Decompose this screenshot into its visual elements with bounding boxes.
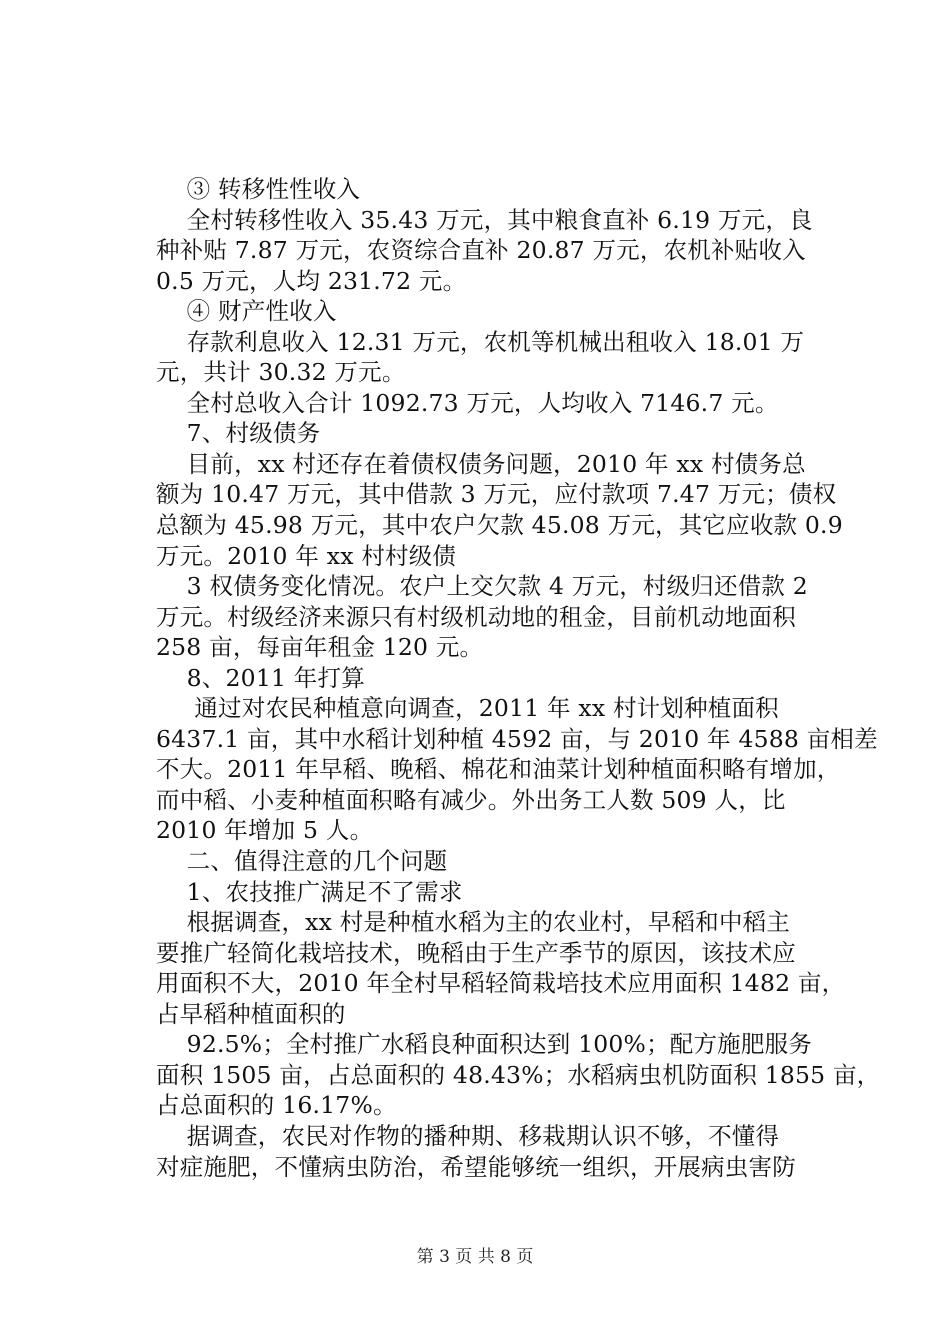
text-line: 对症施肥，不懂病虫防治，希望能够统一组织，开展病虫害防 [156, 1152, 796, 1181]
text-line: 占总面积的 16.17%。 [156, 1091, 397, 1120]
text-line: 元，共计 30.32 万元。 [156, 358, 406, 387]
text-line: 目前，xx 村还存在着债权债务问题，2010 年 xx 村债务总 [156, 449, 806, 478]
text-line: 而中稻、小麦种植面积略有减少。外出务工人数 509 人，比 [156, 785, 786, 814]
text-line: 要推广轻简化栽培技术，晚稻由于生产季节的原因，该技术应 [156, 938, 796, 967]
text-line: 面积 1505 亩，占总面积的 48.43%；水稻病虫机防面积 1855 亩， [156, 1060, 881, 1089]
text-line: ④ 财产性收入 [156, 297, 337, 326]
page-footer: 第 3 页 共 8 页 [416, 1247, 534, 1267]
text-line: 不大。2011 年早稻、晚稻、棉花和油菜计划种植面积略有增加， [156, 755, 841, 784]
text-line: 1、农技推广满足不了需求 [156, 877, 463, 906]
text-line: 根据调查，xx 村是种植水稻为主的农业村，早稻和中稻主 [156, 908, 791, 937]
text-line: 2010 年增加 5 人。 [156, 816, 374, 845]
document-body [156, 174, 881, 1182]
text-line: 二、值得注意的几个问题 [156, 847, 448, 876]
text-line: 8、2011 年打算 [156, 663, 365, 692]
text-line: ③ 转移性性收入 [156, 175, 361, 203]
text-line: 258 亩，每亩年租金 120 元。 [156, 633, 484, 662]
text-line: 存款利息收入 12.31 万元，农机等机械出租收入 18.01 万 [156, 327, 805, 356]
text-line: 占早稻种植面积的 [156, 999, 346, 1028]
text-line: 据调查，农民对作物的播种期、移栽期认识不够，不懂得 [156, 1121, 780, 1150]
text-line: 万元。村级经济来源只有村级机动地的租金，目前机动地面积 [156, 602, 796, 631]
text-line: 额为 10.47 万元，其中借款 3 万元，应付款项 7.47 万元；债权 [156, 480, 837, 509]
text-line: 种补贴 7.87 万元，农资综合直补 20.87 万元，农机补贴收入 [156, 236, 806, 265]
text-line: 万元。2010 年 xx 村村级债 [156, 541, 457, 570]
text-line: 全村转移性收入 35.43 万元，其中粮食直补 6.19 万元，良 [156, 205, 813, 234]
text-line: 全村总收入合计 1092.73 万元，人均收入 7146.7 元。 [156, 388, 779, 417]
text-line: 92.5%；全村推广水稻良种面积达到 100%；配方施肥服务 [156, 1030, 812, 1059]
text-line: 总额为 45.98 万元，其中农户欠款 45.08 万元，其它应收款 0.9 [156, 511, 843, 540]
text-line: 3 权债务变化情况。农户上交欠款 4 万元，村级归还借款 2 [156, 572, 808, 601]
text-line: 用面积不大，2010 年全村早稻轻简栽培技术应用面积 1482 亩， [156, 969, 846, 998]
text-line: 0.5 万元，人均 231.72 元。 [156, 266, 467, 295]
text-line: 7、村级债务 [156, 419, 321, 448]
text-line: 通过对农民种植意向调查，2011 年 xx 村计划种植面积 [156, 694, 779, 723]
text-line: 6437.1 亩，其中水稻计划种植 4592 亩，与 2010 年 4588 亩相差 [156, 724, 878, 753]
